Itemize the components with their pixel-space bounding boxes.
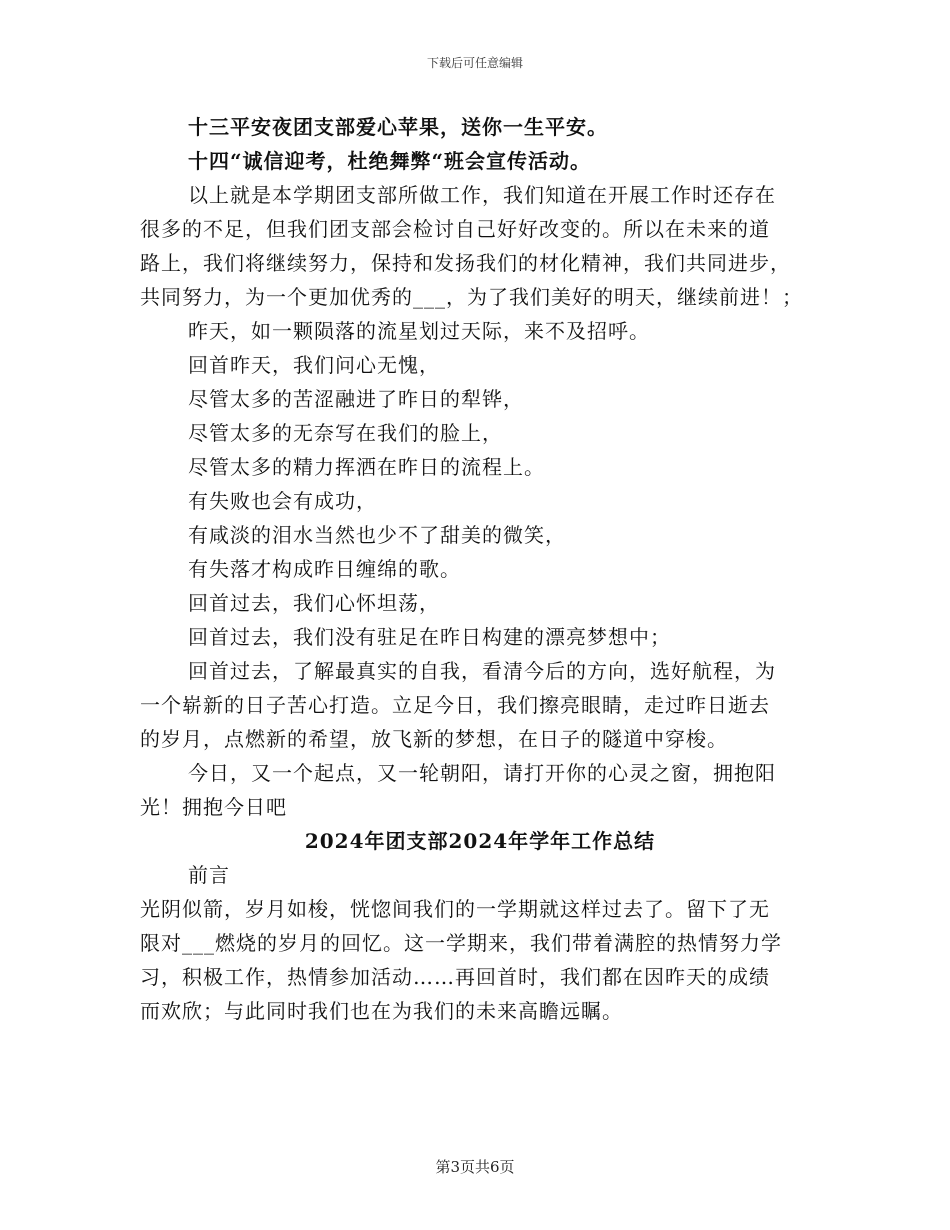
text-line: 尽管太多的无奈写在我们的脸上， — [188, 421, 503, 445]
text-line: 的岁月，点燃新的希望，放飞新的梦想，在日子的隧道中穿梭。 — [140, 727, 728, 751]
text-line: 回首过去，我们没有驻足在昨日构建的漂亮梦想中； — [188, 625, 671, 649]
text-line: 十四“诚信迎考，杜绝舞弊“班会宣传活动。 — [188, 149, 592, 173]
text-line: 路上，我们将继续努力，保持和发扬我们的材化精神，我们共同进步， — [140, 251, 791, 275]
text-line: 限对___燃烧的岁月的回忆。这一学期来，我们带着满腔的热情努力学 — [140, 931, 782, 955]
text-line: 有失落才构成昨日缠绵的歌。 — [188, 557, 461, 581]
text-line: 光！拥抱今日吧 — [140, 795, 287, 819]
text-line: 以上就是本学期团支部所做工作，我们知道在开展工作时还存在 — [188, 183, 776, 207]
text-line: 昨天，如一颗陨落的流星划过天际，来不及招呼。 — [188, 319, 650, 343]
text-line: 尽管太多的苦涩融进了昨日的犁铧， — [188, 387, 524, 411]
document-body — [140, 110, 820, 1028]
text-line: 有咸淡的泪水当然也少不了甜美的微笑， — [188, 523, 566, 547]
text-line: 回首过去，我们心怀坦荡， — [188, 591, 440, 615]
text-line: 前言 — [188, 863, 230, 887]
section-title: 2024年团支部2024年学年工作总结 — [304, 829, 656, 853]
page-header: 下载后可任意编辑 — [426, 56, 523, 70]
text-line: 而欢欣；与此同时我们也在为我们的未来高瞻远瞩。 — [140, 999, 623, 1023]
text-line: 有失败也会有成功， — [188, 489, 377, 513]
text-line: 很多的不足，但我们团支部会检讨自己好好改变的。所以在未来的道 — [140, 217, 770, 241]
text-line: 光阴似箭，岁月如梭，恍惚间我们的一学期就这样过去了。留下了无 — [140, 897, 770, 921]
text-line: 习，积极工作，热情参加活动……再回首时，我们都在因昨天的成绩 — [140, 965, 770, 989]
text-line: 尽管太多的精力挥洒在昨日的流程上。 — [188, 455, 545, 479]
text-line: 共同努力，为一个更加优秀的___，为了我们美好的明天，继续前进！； — [140, 285, 803, 309]
text-line: 回首过去，了解最真实的自我，看清今后的方向，选好航程，为 — [188, 659, 776, 683]
text-line: 一个崭新的日子苦心打造。立足今日，我们擦亮眼睛，走过昨日逝去 — [140, 693, 770, 717]
text-line: 回首昨天，我们问心无愧， — [188, 353, 440, 377]
text-line: 十三平安夜团支部爱心苹果，送你一生平安。 — [188, 115, 608, 139]
text-line: 今日，又一个起点，又一轮朝阳，请打开你的心灵之窗，拥抱阳 — [188, 761, 776, 785]
page-footer: 第3页共6页 — [435, 1158, 515, 1176]
